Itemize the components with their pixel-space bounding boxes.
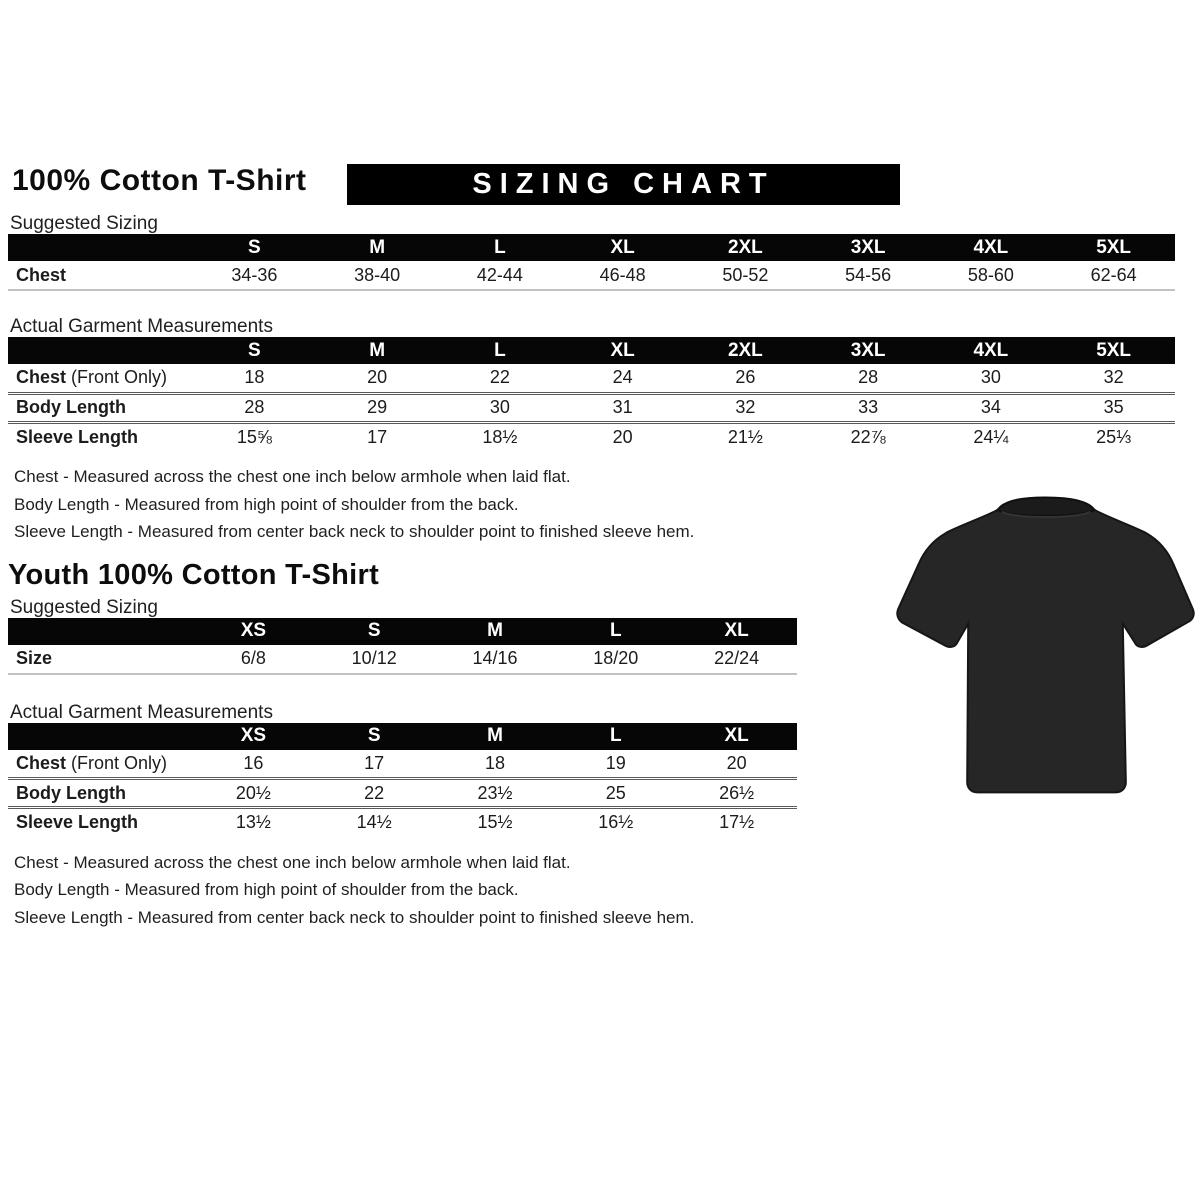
- measurement-cell: 19: [605, 752, 626, 773]
- measurement-cell: 58-60: [930, 261, 1053, 290]
- row-label: Chest: [8, 261, 193, 290]
- measurement-cell: 32: [1103, 367, 1124, 388]
- size-header-row: [8, 337, 1175, 364]
- measurement-cell: 28: [193, 393, 316, 422]
- size-column-header: L: [555, 618, 676, 645]
- measurement-cell: 18/20: [555, 645, 676, 674]
- header-spacer-cell: [8, 234, 193, 261]
- youth-suggested-sizing-table: [8, 618, 797, 675]
- measurement-cell: 18: [484, 752, 505, 773]
- measurement-cell: 35: [1052, 393, 1175, 422]
- size-column-header: M: [316, 234, 439, 261]
- measurement-cell: 18: [244, 367, 265, 388]
- measurement-cell: 14/16: [435, 645, 556, 674]
- measurement-row: [8, 779, 797, 808]
- measurement-row: [8, 261, 1175, 290]
- measurement-cell: 54-56: [807, 261, 930, 290]
- measurement-cell: 18½: [439, 422, 562, 451]
- measurement-note: Chest - Measured across the chest one inch below armhole when laid flat.: [14, 467, 571, 486]
- youth-measurement-notes: [8, 849, 1175, 932]
- measurement-cell: 16: [243, 752, 264, 773]
- youth-section-title: Youth 100% Cotton T-Shirt: [8, 558, 380, 591]
- adult-actual-measurements-label: Actual Garment Measurements: [10, 316, 273, 337]
- size-column-header: L: [439, 234, 562, 261]
- measurement-note: Chest - Measured across the chest one inch below armhole when laid flat.: [14, 852, 571, 872]
- size-column-header: L: [439, 337, 562, 364]
- measurement-cell: 22⅞: [807, 422, 930, 451]
- measurement-cell: 20: [561, 422, 684, 451]
- youth-actual-measurements-table: [8, 723, 797, 837]
- tshirt-product-image: [893, 485, 1198, 815]
- adult-suggested-sizing-label: Suggested Sizing: [10, 213, 158, 234]
- size-header-row: [8, 234, 1175, 261]
- measurement-cell: 25⅓: [1052, 422, 1175, 451]
- measurement-cell: 33: [807, 393, 930, 422]
- measurement-cell: 31: [561, 393, 684, 422]
- row-label: Chest (Front Only): [16, 752, 168, 773]
- size-header-row: [8, 618, 797, 645]
- measurement-cell: 50-52: [684, 261, 807, 290]
- measurement-cell: 62-64: [1052, 261, 1175, 290]
- size-column-header: L: [555, 723, 676, 750]
- measurement-cell: 38-40: [316, 261, 439, 290]
- page-title: 100% Cotton T-Shirt: [12, 164, 307, 197]
- measurement-cell: 26½: [676, 779, 797, 808]
- measurement-cell: 20: [726, 752, 747, 773]
- measurement-cell: 24¼: [930, 422, 1053, 451]
- measurement-cell: 28: [858, 367, 879, 388]
- measurement-note: Sleeve Length - Measured from center back neck to shoulder point to finished sleeve hem.: [14, 907, 695, 927]
- header-spacer-cell: [8, 337, 193, 364]
- measurement-row: [8, 750, 797, 779]
- youth-suggested-sizing-label: Suggested Sizing: [10, 596, 158, 618]
- row-label: Sleeve Length: [8, 422, 193, 451]
- measurement-cell: 32: [684, 393, 807, 422]
- size-column-header: XS: [193, 723, 314, 750]
- size-column-header: S: [193, 234, 316, 261]
- measurement-cell: 13½: [193, 808, 314, 837]
- measurement-row: [8, 393, 1175, 422]
- measurement-cell: 34: [930, 393, 1053, 422]
- size-column-header: 3XL: [807, 234, 930, 261]
- measurement-note: Sleeve Length - Measured from center back neck to shoulder point to finished sleeve hem.: [14, 522, 695, 541]
- row-label: Chest (Front Only): [16, 367, 168, 388]
- measurement-cell: 16½: [555, 808, 676, 837]
- measurement-cell: 17: [364, 752, 385, 773]
- row-label: Sleeve Length: [8, 808, 193, 837]
- measurement-cell: 25: [555, 779, 676, 808]
- row-label: Body Length: [8, 393, 193, 422]
- row-label: Body Length: [8, 779, 193, 808]
- measurement-row: [8, 364, 1175, 393]
- measurement-cell: 42-44: [439, 261, 562, 290]
- sizing-chart-banner: SIZING CHART: [347, 164, 900, 205]
- measurement-cell: 14½: [314, 808, 435, 837]
- measurement-cell: 21½: [684, 422, 807, 451]
- size-column-header: 5XL: [1052, 234, 1175, 261]
- size-column-header: XL: [561, 337, 684, 364]
- measurement-cell: 46-48: [561, 261, 684, 290]
- size-column-header: M: [435, 723, 556, 750]
- measurement-cell: 6/8: [193, 645, 314, 674]
- row-label: Size: [8, 645, 193, 674]
- size-column-header: 2XL: [684, 337, 807, 364]
- measurement-cell: 20½: [193, 779, 314, 808]
- size-column-header: 4XL: [930, 234, 1053, 261]
- size-column-header: XL: [561, 234, 684, 261]
- measurement-cell: 22/24: [676, 645, 797, 674]
- size-column-header: 2XL: [684, 234, 807, 261]
- youth-actual-measurements-label: Actual Garment Measurements: [10, 701, 273, 723]
- size-column-header: XL: [676, 723, 797, 750]
- measurement-cell: 30: [980, 367, 1001, 388]
- measurement-row: [8, 422, 1175, 451]
- measurement-cell: 22: [489, 367, 510, 388]
- header-spacer-cell: [8, 723, 193, 750]
- measurement-cell: 17: [316, 422, 439, 451]
- measurement-cell: 23½: [435, 779, 556, 808]
- measurement-cell: 24: [612, 367, 633, 388]
- size-column-header: 4XL: [930, 337, 1053, 364]
- size-column-header: S: [314, 618, 435, 645]
- size-column-header: M: [435, 618, 556, 645]
- size-column-header: S: [193, 337, 316, 364]
- header-spacer-cell: [8, 618, 193, 645]
- measurement-cell: 15⅝: [193, 422, 316, 451]
- size-column-header: S: [314, 723, 435, 750]
- measurement-note: Body Length - Measured from high point of shoulder from the back.: [14, 494, 519, 514]
- measurement-cell: 20: [367, 367, 388, 388]
- measurement-cell: 17½: [676, 808, 797, 837]
- adult-actual-measurements-table: [8, 337, 1175, 451]
- measurement-cell: 29: [316, 393, 439, 422]
- measurement-row: [8, 808, 797, 837]
- size-column-header: 5XL: [1052, 337, 1175, 364]
- tshirt-image: [893, 485, 1198, 815]
- measurement-row: [8, 645, 797, 674]
- measurement-cell: 30: [439, 393, 562, 422]
- measurement-cell: 22: [314, 779, 435, 808]
- size-column-header: XS: [193, 618, 314, 645]
- adult-suggested-sizing-table: [8, 234, 1175, 291]
- measurement-note: Body Length - Measured from high point of shoulder from the back.: [14, 880, 519, 899]
- measurement-cell: 15½: [435, 808, 556, 837]
- page-header: [8, 164, 1175, 207]
- size-column-header: XL: [676, 618, 797, 645]
- size-column-header: 3XL: [807, 337, 930, 364]
- size-header-row: [8, 723, 797, 750]
- size-column-header: M: [316, 337, 439, 364]
- measurement-cell: 26: [735, 367, 756, 388]
- measurement-cell: 10/12: [314, 645, 435, 674]
- measurement-cell: 34-36: [193, 261, 316, 290]
